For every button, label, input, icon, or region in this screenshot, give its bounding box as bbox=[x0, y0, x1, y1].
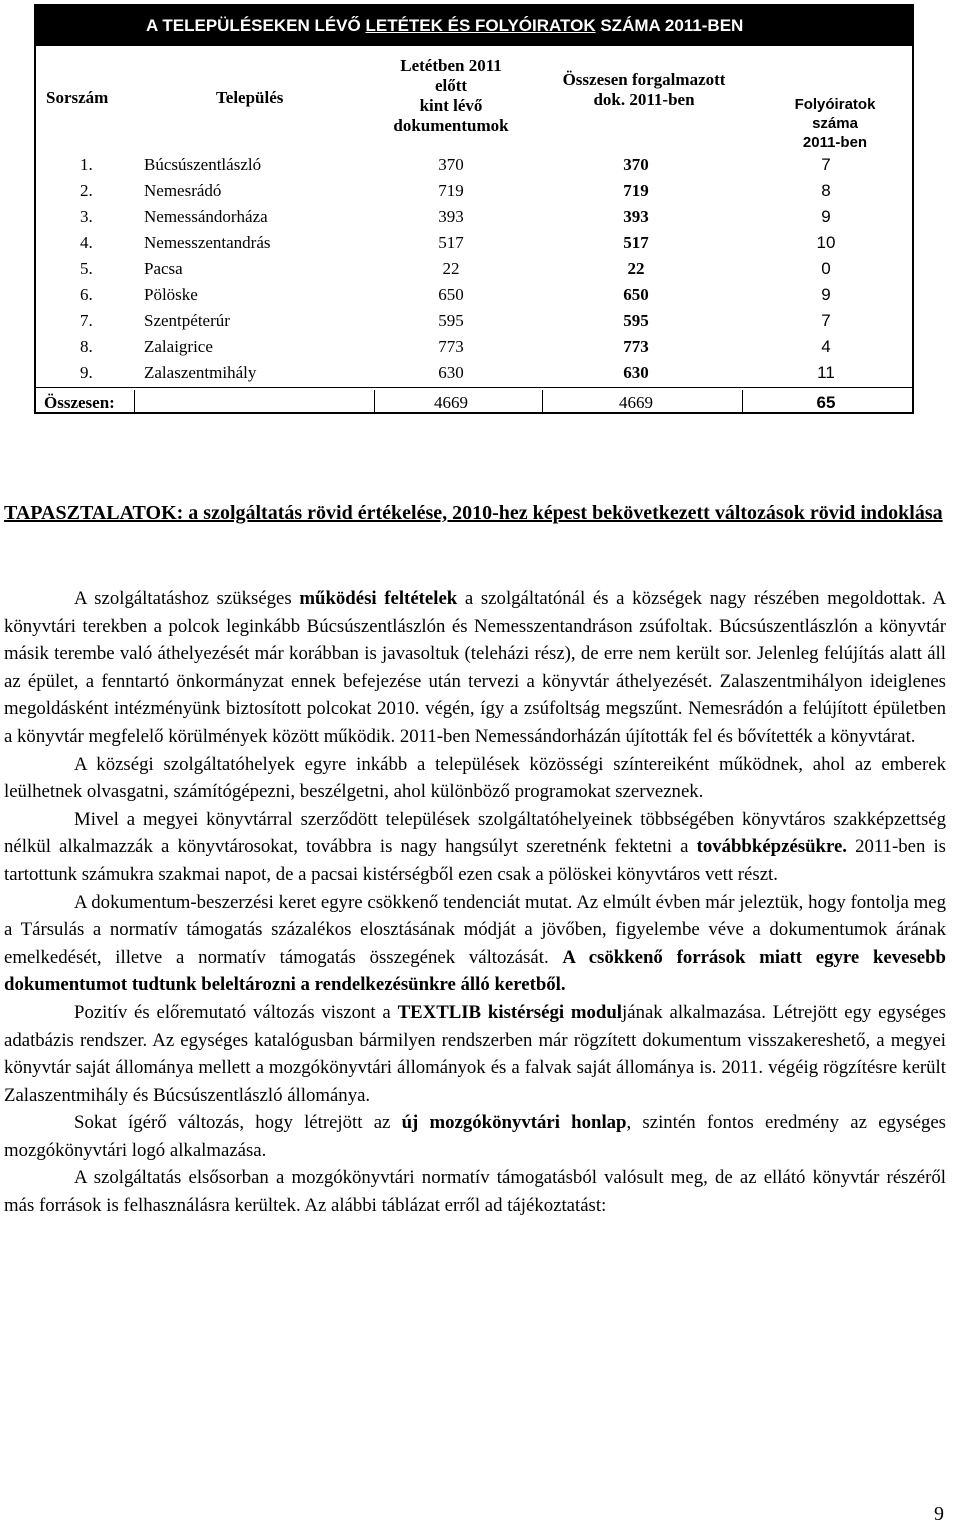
header-no: Sorszám bbox=[46, 88, 109, 107]
data-table bbox=[34, 4, 914, 414]
table-title: A TELEPÜLÉSEKEN LÉVŐ LETÉTEK ÉS FOLYÓIRATOK SZÁMA 2011-BEN bbox=[36, 6, 912, 46]
total-separator bbox=[36, 387, 912, 388]
paragraph: A községi szolgáltatóhelyek egyre inkább a települések közösségi színtereiként működnek, ahol az emberek leülhetnek olvasgatni, számítógépezni, beszélgetni, ahol különböző programokat szerveznek. bbox=[4, 753, 946, 803]
header-name: Település bbox=[216, 88, 284, 107]
paragraph: Sokat ígérő változás, hogy létrejött az új mozgókönyvtári honlap, szintén fontos eredmény az egységes mozgókönyvtári logó alkalmazása. bbox=[4, 1112, 946, 1161]
paragraph: Mivel a megyei könyvtárral szerződött települések szolgáltatóhelyeinek többségében könyvtáros szakképzettség nélkül alkalmazzák a könyvtárosokat, továbbra is nagy hangsúlyt szeretnénk fektetni a továbbképzésükre. 2011-ben is tartottunk számukra szakmai napot, de a pacsai kistérségből ezen csak a pölöskei könyvtáros vett részt. bbox=[4, 808, 946, 885]
table-row: 7. Szentpéterúr 595 595 7 bbox=[80, 311, 831, 330]
table-row: 8. Zalaigrice 773 773 4 bbox=[80, 337, 831, 356]
table-row: 2. Nemesrádó 719 719 8 bbox=[80, 181, 831, 200]
section-heading: TAPASZTALATOK: a szolgáltatás rövid értékelése, 2010-hez képest bekövetkezett változások rövid indoklása bbox=[4, 502, 943, 524]
table-row: 9. Zalaszentmihály 630 630 11 bbox=[80, 363, 835, 382]
paragraph: A szolgáltatáshoz szükséges működési feltételek a szolgáltatónál és a községek nagy részében megoldottak. A könyvtári terekben a polcok leginkább Búcsúszentlászlón és Nemesszentandráson zsúfoltak. Búcsúszentlászlón a könyvtár másik terembe való áthelyezését már korábban is javasoltuk (teleházi rész), de erre nem került sor. Jelenleg felújítás alatt áll az épület, a fenntartó önkormányzat ennek befejezése után tervezi a könyvtár áthelyezését. Zalaszentmihályon ideiglenes megoldásként intézményünk biztosított polcokat 2010. végén, így a zsúfoltság megszűnt. Nemesrádón a felújított épületben a könyvtár megfelelő körülmények között működik. 2011-ben Nemessándorházán újították fel és bővítették a könyvtárat. bbox=[4, 588, 947, 747]
table-row: 3. Nemessándorháza 393 393 9 bbox=[80, 207, 831, 226]
paragraph: Pozitív és előremutató változás viszont a TEXTLIB kistérségi moduljának alkalmazása. Létrejött egy egységes adatbázis rendszer. Az egységes katalógusban bármilyen rendszerben már rögzített dokumentum visszakereshető, a megyei könyvtár saját állománya mellett a mozgókönyvtári állományok és a falvak saját állománya is. 2011. végéig rögzítésre került Zalaszentmihály és Búcsúszentlászló állománya. bbox=[4, 1001, 946, 1106]
paragraph: A szolgáltatás elsősorban a mozgókönyvtári normatív támogatásból valósult meg, de az ellátó könyvtár részéről más források is felhasználásra kerültek. Az alábbi táblázat erről ad tájékoztatást: bbox=[4, 1167, 946, 1217]
table-row: 6. Pölöske 650 650 9 bbox=[80, 285, 831, 304]
table-row: 5. Pacsa 22 22 0 bbox=[80, 259, 831, 278]
paragraph: A dokumentum-beszerzési keret egyre csökkenő tendenciát mutat. Az elmúlt évben már jeleztük, hogy fontolja meg a Társulás a normatív támogatás százalékos elosztásának módját a jövőben, figyelembe véve a dokumentumok árának emelkedését, illetve a normatív támogatás összegének változását. A csökkenő források miatt egyre kevesebb dokumentumot tudtunk beleltározni a rendelkezésünkre álló keretből. bbox=[4, 891, 946, 996]
table-total-row: Összesen: 4669 4669 65 bbox=[44, 393, 836, 412]
table-row: 1. Búcsúszentlászló 370 370 7 bbox=[80, 155, 831, 174]
table-row: 4. Nemesszentandrás 517 517 10 bbox=[80, 233, 836, 252]
header-total: Összesen forgalmazott dok. 2011-ben bbox=[562, 70, 726, 109]
header-letet: Letétben 2011 előtt kint lévő dokumentumok bbox=[393, 56, 509, 135]
page-number: 9 bbox=[934, 1503, 944, 1525]
body-text bbox=[4, 585, 946, 1220]
header-periodicals: Folyóiratok száma 2011-ben bbox=[794, 96, 876, 151]
